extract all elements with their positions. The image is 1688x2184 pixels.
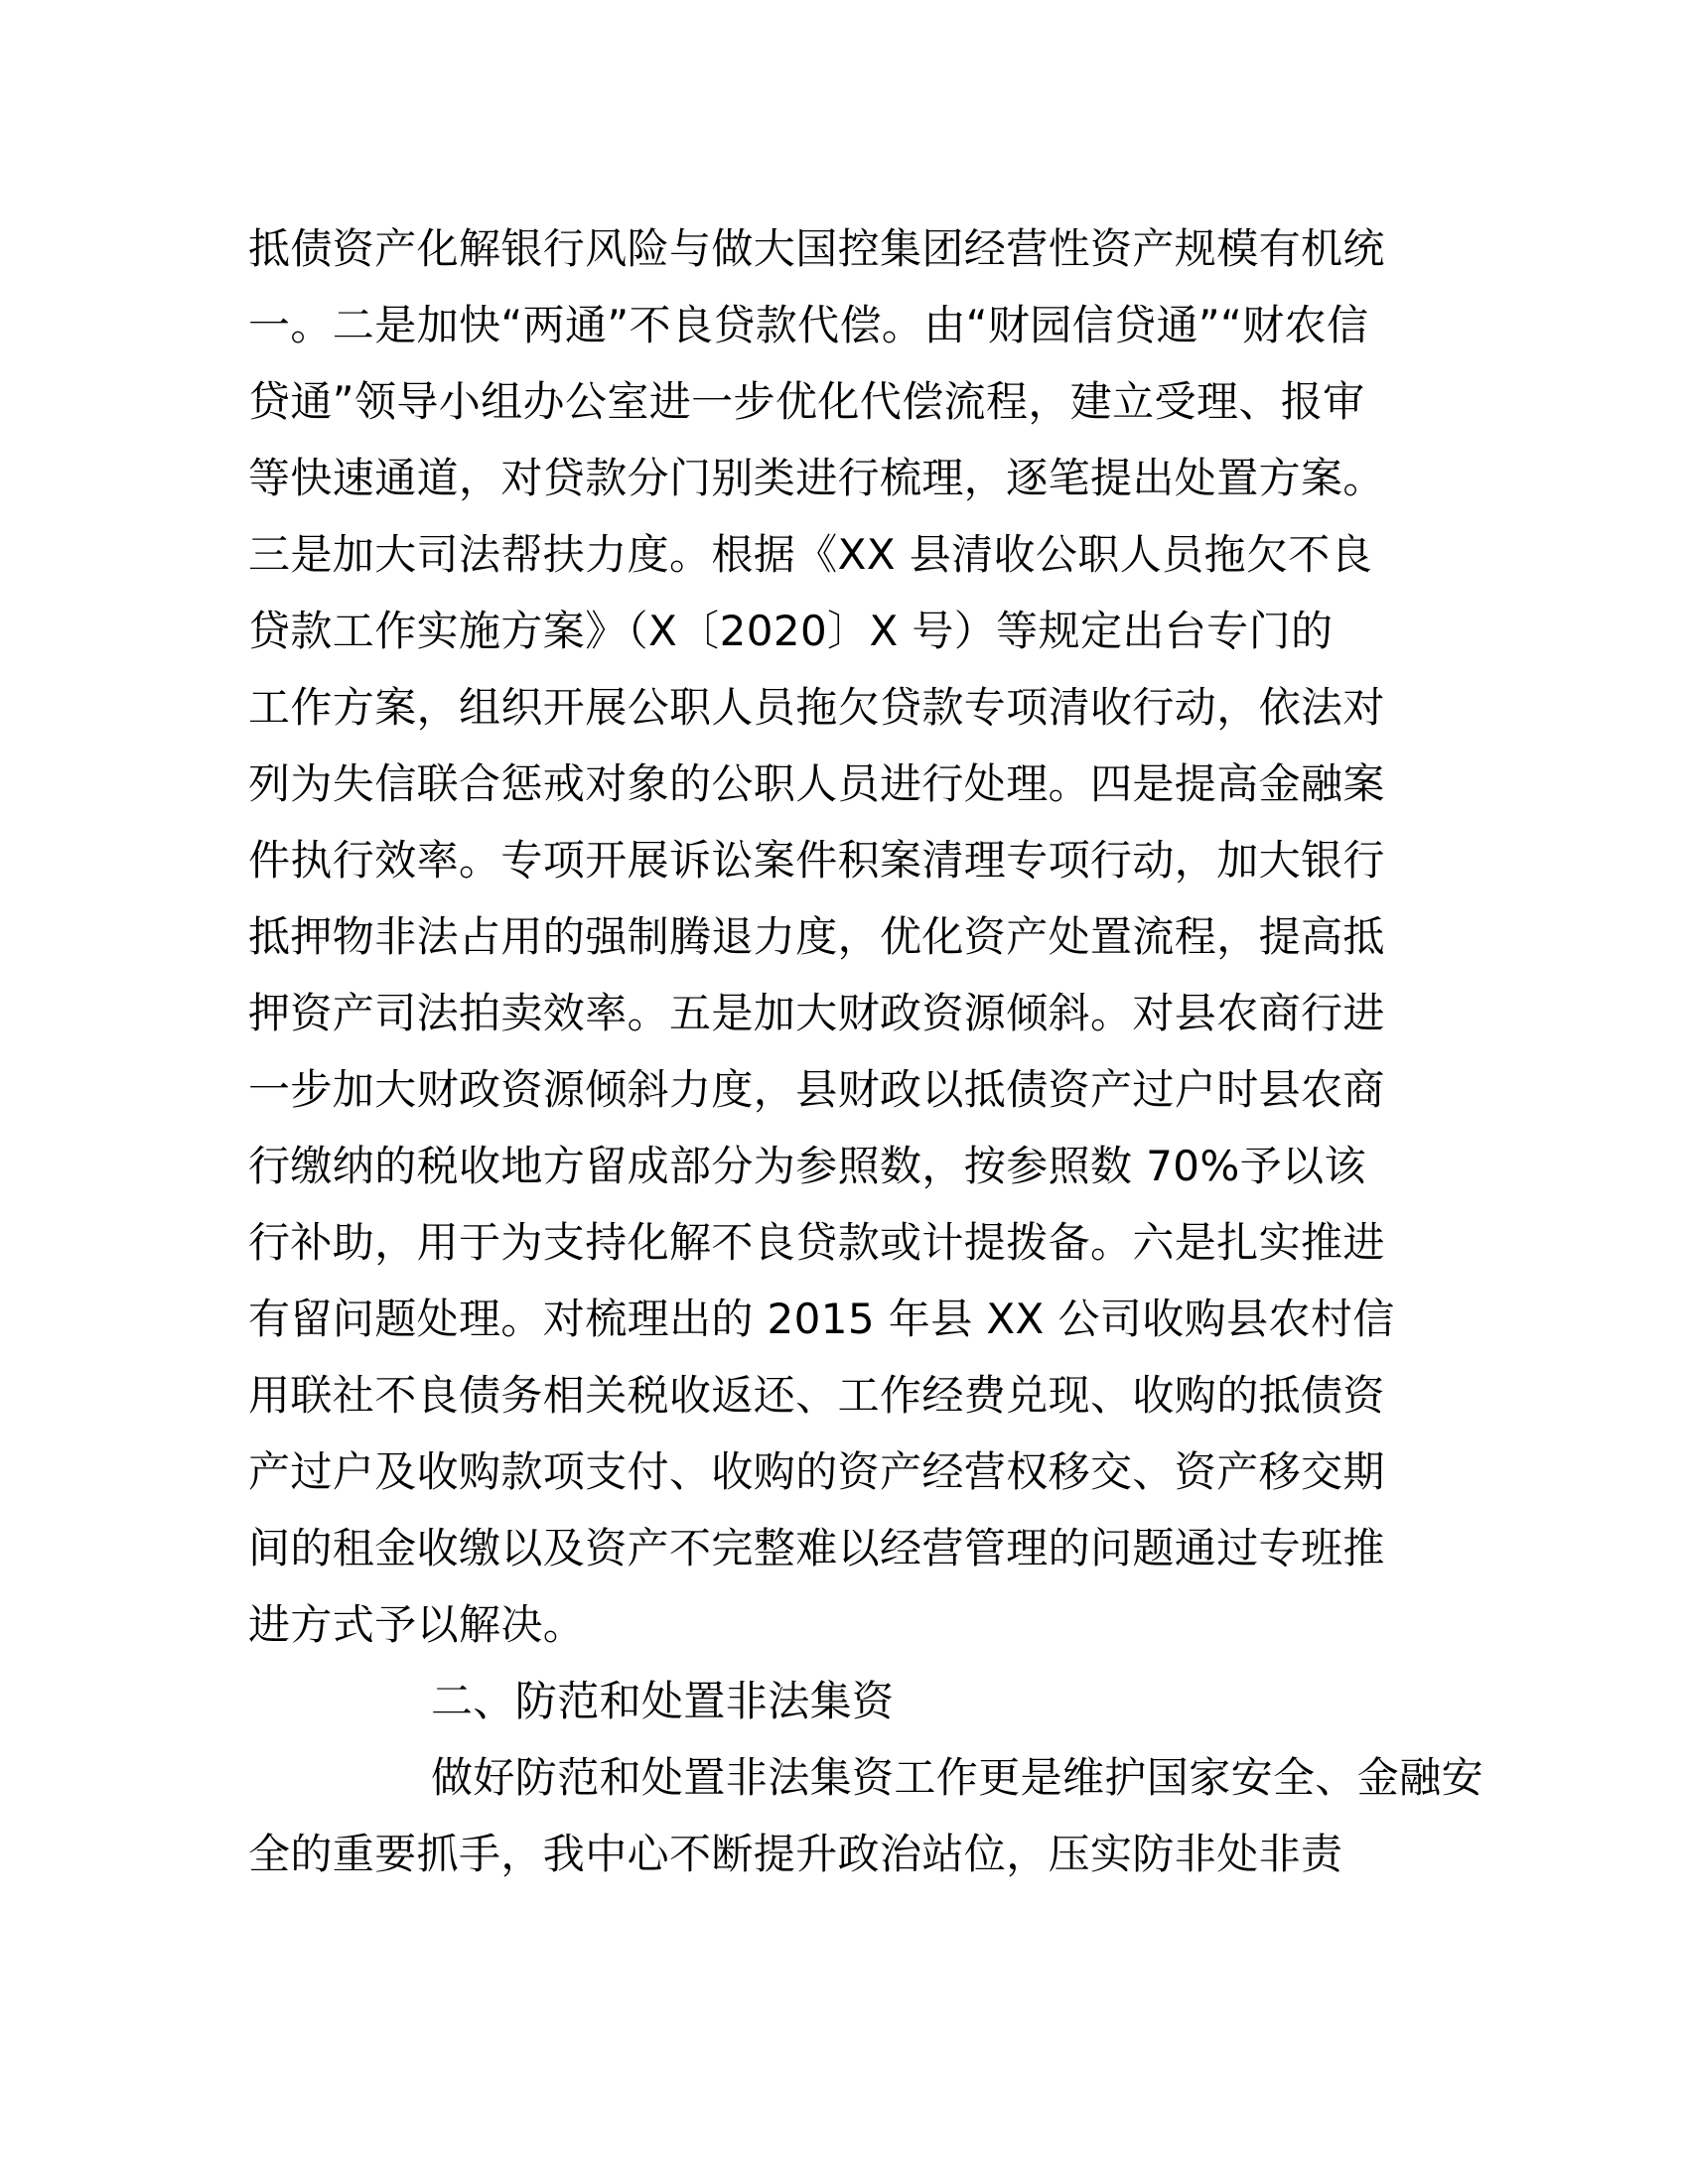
text-line: 用联社不良债务相关税收返还、工作经费兑现、收购的抵债资 — [248, 1371, 1385, 1420]
text-line: 件执行效率。专项开展诉讼案件积案清理专项行动，加大银行 — [248, 836, 1385, 885]
document-page — [248, 210, 1484, 1892]
text-line: 三是加大司法帮扶力度。根据《XX 县清收公职人员拖欠不良 — [248, 530, 1373, 579]
text-line: 工作方案，组织开展公职人员拖欠贷款专项清收行动，依法对 — [248, 683, 1385, 732]
text-line: 进方式予以解决。 — [248, 1600, 586, 1649]
text-line: 等快速通道，对贷款分门别类进行梳理，逐笔提出处置方案。 — [248, 454, 1385, 502]
text-line: 押资产司法拍卖效率。五是加大财政资源倾斜。对县农商行进 — [248, 989, 1385, 1037]
text-line: 做好防范和处置非法集资工作更是维护国家安全、金融安 — [431, 1753, 1484, 1802]
text-line: 抵押物非法占用的强制腾退力度，优化资产处置流程，提高抵 — [248, 912, 1385, 961]
text-line: 行缴纳的税收地方留成部分为参照数，按参照数 70%予以该 — [248, 1142, 1366, 1190]
paragraph-measures — [248, 210, 1440, 1663]
text-line: 间的租金收缴以及资产不完整难以经营管理的问题通过专班推 — [248, 1524, 1385, 1572]
text-line: 全的重要抓手，我中心不断提升政治站位，压实防非处非责 — [248, 1830, 1343, 1878]
text-line: 列为失信联合惩戒对象的公职人员进行处理。四是提高金融案 — [248, 759, 1385, 808]
text-line: 贷款工作实施方案》（X〔2020〕X 号）等规定出台专门的 — [248, 607, 1334, 655]
text-line: 有留问题处理。对梳理出的 2015 年县 XX 公司收购县农村信 — [248, 1295, 1395, 1343]
text-line: 一步加大财政资源倾斜力度，县财政以抵债资产过户时县农商 — [248, 1065, 1385, 1114]
text-line: 一。二是加快“两通”不良贷款代偿。由“财园信贷通”“财农信 — [248, 301, 1369, 349]
text-line: 抵债资产化解银行风险与做大国控集团经营性资产规模有机统 — [248, 224, 1385, 273]
text-line: 贷通”领导小组办公室进一步优化代偿流程，建立受理、报审 — [248, 377, 1365, 426]
section-heading: 二、防范和处置非法集资 — [431, 1677, 895, 1725]
text-line: 行补助，用于为支持化解不良贷款或计提拨备。六是扎实推进 — [248, 1218, 1385, 1267]
text-line: 产过户及收购款项支付、收购的资产经营权移交、资产移交期 — [248, 1447, 1385, 1496]
